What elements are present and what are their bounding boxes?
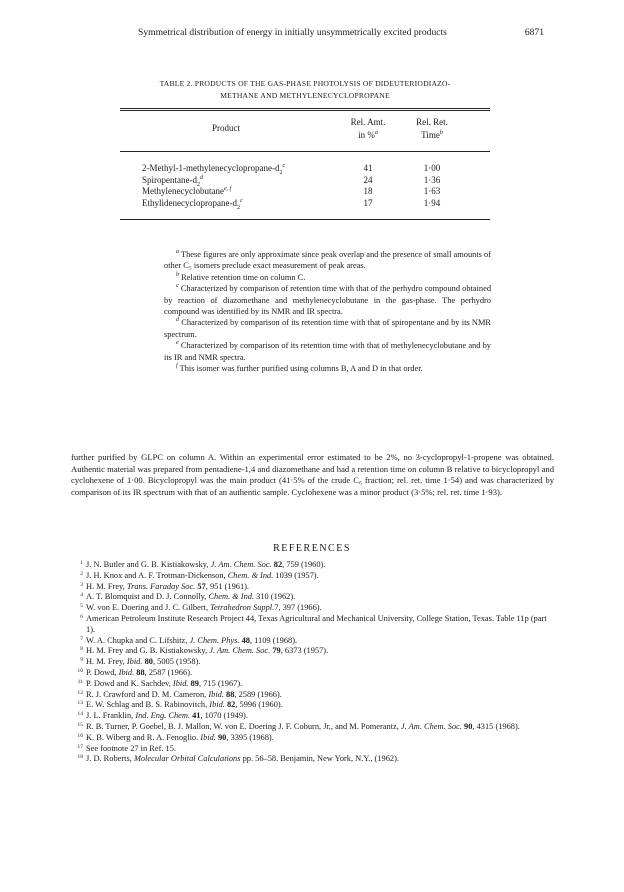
- table-caption-line-2: METHANE AND METHYLENECYCLOPROPANE: [220, 91, 390, 100]
- table-header: [120, 111, 490, 151]
- table-row: [120, 175, 490, 187]
- table-caption-line-1: TABLE 2. PRODUCTS OF THE GAS-PHASE PHOTOLYSIS OF DIDEUTERIODIAZO-: [159, 79, 451, 88]
- footnote: $^e$ Characterized by comparison of its retention time with that of methylenecyclobutane and by its IR and NMR spectra.: [164, 340, 491, 362]
- product-name: $2-Methyl-1-methylenecyclopropane-d_2^c$: [142, 163, 286, 176]
- reference-item: 14 J. L. Franklin, Ind. Eng. Chem. 41, 1070 (1949).: [77, 711, 248, 721]
- running-title: Symmetrical distribution of energy in initially unsymmetrically excited products: [138, 27, 447, 38]
- reference-item: 7 W. A. Chupka and C. Lifshitz, J. Chem. Phys. 48, 1109 (1968).: [80, 635, 298, 645]
- rel-amount: 24: [363, 174, 373, 185]
- table-caption: [120, 78, 490, 102]
- reference-item: 6 American Petroleum Institute Research Project 44, Texas Agricultural and Mechanical University, College Station, Texas. Table 11p (part 1).: [80, 613, 547, 634]
- col-header-rel-ret: Rel. Ret. Time$^b$: [416, 117, 448, 140]
- reference-item: 11 P. Dowd and K. Sachdev, Ibid. 89, 715 (1967).: [77, 678, 243, 688]
- rel-ret-time: 1·00: [423, 163, 441, 173]
- product-name: Methylenecyclobutane$^{e, f}$: [142, 186, 232, 196]
- rel-amount: 41: [363, 163, 373, 173]
- rel-amount: 17: [363, 197, 373, 208]
- rel-ret-time: 1·36: [423, 174, 441, 185]
- table-row: [120, 163, 490, 175]
- reference-item: 10 P. Dowd, Ibid. 88, 2587 (1966).: [77, 667, 193, 677]
- reference-item: 2 J. H. Knox and A. F. Trotman-Dickenson, Chem. & Ind. 1039 (1957).: [80, 570, 319, 580]
- reference-item: 4 A. T. Blomquist and D. J. Connolly, Chem. & Ind. 310 (1962).: [80, 592, 296, 602]
- table-bottom-rule: [120, 219, 490, 220]
- reference-item: 9 H. M. Frey, Ibid. 80, 5005 (1958).: [80, 657, 201, 667]
- product-name: Ethylidenecyclopropane-$d_2^c$: [142, 197, 243, 211]
- col-header-product: Product: [212, 123, 240, 133]
- reference-item: 13 E. W. Schlag and B. S. Rabinovitch, Ibid. 82, 5996 (1960).: [77, 700, 283, 710]
- table-body: [120, 152, 490, 219]
- reference-item: 5 W. von E. Doering and J. C. Gilbert, Tetrahedron Suppl.7, 397 (1966).: [80, 603, 322, 613]
- reference-item: 8 H. M. Frey and G. B. Kistiakowsky, J. Am. Chem. Soc. 79, 6373 (1957).: [80, 646, 329, 656]
- product-name: Spiropentane-$d_2^d$: [142, 174, 203, 188]
- references-heading: REFERENCES: [273, 543, 351, 554]
- body-paragraph: further purified by GLPC on column A. Within an experimental error estimated to be 2%, no 3-cyclopropyl-1-propene was obtained. Authentic material was prepared from pentadiene-1,4 and diazomethane and had a retention time on column B relative to bicyclopropyl and cyclohexene of 1·00. Bicyclopropyl was the main product (41·5% of the crude C₆ fraction; rel. ret. time 1·54) and was characterized by comparison of its IR spectrum with that of an authentic sample. Cyclohexene was a minor product (3·5%; rel. ret. time 1·93).: [71, 452, 554, 497]
- page-number: 6871: [524, 27, 544, 38]
- footnote: $^d$ Characterized by comparison of its retention time with that of spiropentane and by its NMR spectrum.: [164, 317, 492, 339]
- references-list: [71, 560, 554, 765]
- footnote: $^a$ These figures are only approximate since peak overlap and the presence of small amounts of other C₅ isomers preclude exact measurement of peak areas.: [164, 249, 491, 271]
- table-row: [120, 186, 490, 198]
- rel-ret-time: 1·94: [423, 197, 441, 208]
- reference-item: 17 See footnote 27 in Ref. 15.: [77, 743, 177, 753]
- reference-item: 12 R. J. Crawford and D. M. Cameron, Ibid. 88, 2589 (1966).: [77, 689, 282, 699]
- table-footnotes: [164, 249, 491, 374]
- table-2: [120, 78, 490, 220]
- reference-item: 3 H. M. Frey, Trans. Faraday Soc. 57, 951 (1961).: [80, 581, 250, 591]
- rel-ret-time: 1·63: [423, 186, 441, 196]
- footnote: $^b$ Relative retention time on column C.: [176, 272, 306, 282]
- footnote: $^c$ Characterized by comparison of retention time with that of the perhydro compound obtained by reaction of diazomethane and methylenecyclobutane in the gas-phase. The perhydro compound was identified by its NMR and IR spectra.: [164, 283, 492, 317]
- rel-amount: 18: [363, 186, 373, 196]
- col-header-rel-amt: Rel. Amt. in %$^a$: [350, 117, 386, 140]
- footnote: $^f$ This isomer was further purified using columns B, A and D in that order.: [176, 363, 423, 374]
- reference-item: 15 R. B. Turner, P. Goebel, B. J. Mallon, W. von E. Doering J. F. Coburn, Jr., and M. Pomerantz, J. Am. Chem. Soc. 90, 4315 (1968).: [77, 721, 520, 731]
- reference-item: 18 J. D. Roberts, Molecular Orbital Calculations pp. 56–58. Benjamin, New York, N.Y., (1962).: [77, 754, 399, 764]
- table-row: [120, 198, 490, 210]
- reference-item: 16 K. B. Wiberg and R. A. Fenoglio. Ibid. 90, 3395 (1968).: [77, 732, 274, 742]
- reference-item: 1 J. N. Butler and G. B. Kistiakowsky, J. Am. Chem. Soc. 82, 759 (1960).: [80, 560, 326, 569]
